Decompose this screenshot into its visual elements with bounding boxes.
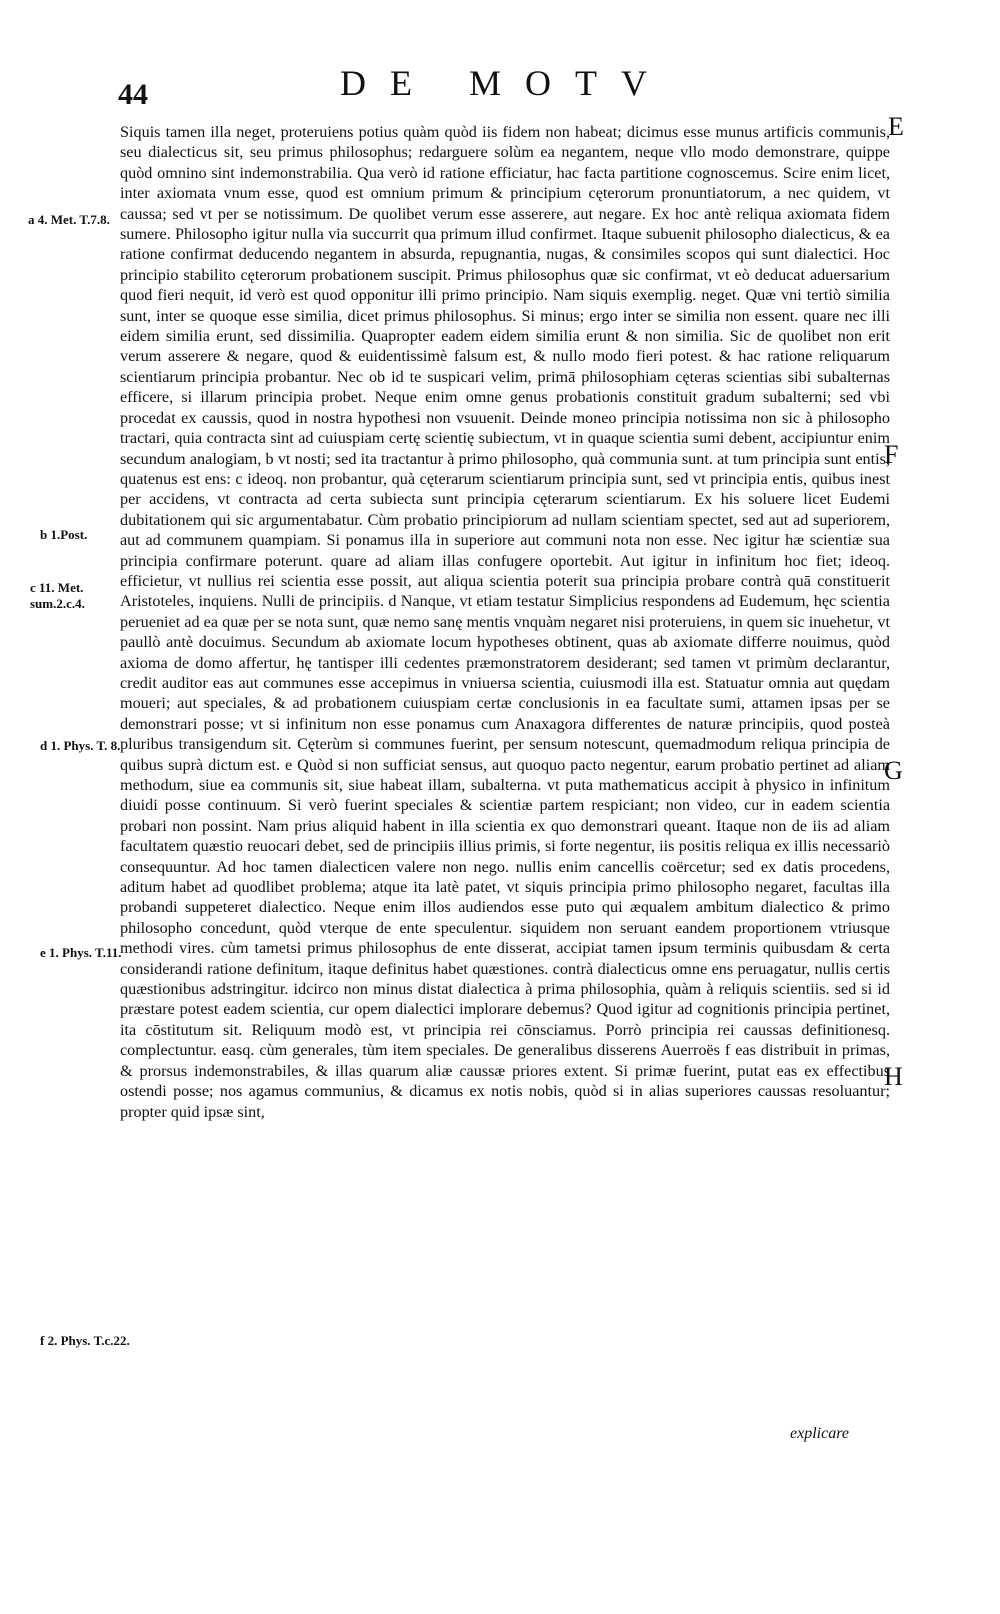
margin-note-a: a 4. Met. T.7.8.	[28, 212, 110, 227]
section-letter-f: F	[884, 440, 899, 469]
section-letter-e: E	[888, 112, 904, 141]
section-letter-h: H	[884, 1062, 903, 1091]
section-letter-g: G	[884, 756, 903, 785]
margin-note-f: f 2. Phys. T.c.22.	[40, 1333, 130, 1348]
margin-note-b: b 1.Post.	[40, 527, 88, 542]
margin-note-d: d 1. Phys. T. 8.	[40, 738, 121, 753]
running-title: DE MOTV	[340, 63, 671, 103]
body-paragraph: Siquis tamen illa neget, proteruiens potius quàm quòd iis fidem non habeat; dicimus esse munus artificis communis, seu dialecticus sit, seu primus philosophus; redarguere solùm ea negantem, neque vllo modo demonstrare, quippe quòd omnino sint indemonstrabilia. Qua verò id ratione efficiatur, hac facta partitione cognoscemus. Scire enim licet, inter axiomata vnum esse, quod est omnium primum & principium cęterorum pronuntiatorum, a nec quidem, vt caussa; sed vt per se notissimum. De quolibet verum esse asserere, aut negare. Ex hoc antè reliqua axiomata fidem sumere. Philosopho igitur nulla via succurrit qua primum illud confirmet. Itaque subuenit philosopho dialecticus, & ea ratione confirmat deducendo negantem in absurda, repugnantia, nugas, & consimiles scopos qui sunt dialectici. Hoc principio stabilito cęterorum probationem suscipit. Primus philosophus quæ sic confirmat, vt eò deducat aduersarium quod fieri nequit, id verò est quod opponitur illi primo principio. Nam siquis exemplig. neget. Quæ vni tertiò similia sunt, inter se quoque esse similia, dicet primus philosophus. Si minus; ergo inter se similia non essent. quare nec illi eidem similia erunt, sed dissimilia. Quapropter eadem eidem similia erunt & non similia. Sic de quolibet non erit verum asserere & negare, quod & euidentissimè falsum est, & nullo modo fieri potest. & hac ratione reliquarum scientiarum principia probantur. Nec ob id te suspicari velim, primā philosophiam cęteras scientias sibi subalternas efficere, si illarum principia probet. Neque enim omne genus probationis constituit gradum subalterni; sed vbi procedat ex caussis, quod in nostra hypothesi non vsuuenit. Deinde moneo principia notissima non sic à philosopho tractari, quia contracta sint ad cuiuspiam certę scientię subiectum, vt in quaque scientia sumi debent, accipiuntur enim secundum analogiam, b vt nosti; sed ita tractantur à primo philosopho, quà communia sunt. at tum principia sunt entis, quatenus est ens: c ideoq. non probantur, quà cęterarum scientiarum principia sunt, sed vt principia entis, quibus inest per accidens, vt contracta ad certa subiecta sunt principia cęterarum scientiarum. Ex his soluere licet Eudemi dubitationem qui sic argumentabatur. Cùm probatio principiorum ad nullam scientiam spectet, sed aut ad superiorem, aut ad communem quampiam. Si ponamus illa in superiore aut communi nota non esse. Nec igitur hæ scientiæ sua principia confirmare poterunt. quare ad aliam illas confugere oportebit. Aut igitur in infinitum hoc fiet; ideoq. efficietur, vt nullius rei scientia esse possit, aut aliqua scientia poterit sua principia probare contrà quā constituerit Aristoteles, inquiens. Nulli de principiis. d Nanque, vt etiam testatur Simplicius respondens ad Eudemum, hęc scientia perueniet ad ea quæ per se nota sunt, quæ nemo sanę mentis vnquàm negaret nisi proteruiens, in quem sic inuehetur, vt paullò antè docuimus. Secundum ab axiomate locum hypotheses obtinent, quas ab axiomate differre nouimus, quòd axioma de domo affertur, hę tantisper illi cedentes præmonstratorem desiderant; sed tamen vt primùm declarantur, credit auditor eas aut communes esse accepimus in vniuersa scientia, cuiusmodi illa est. Statuatur omnia aut quędam moueri; aut speciales, & ad probationem cuiuspiam certæ conclusionis in ea facultate sumi, attamen ipsas per se demonstrari posse; vt si infinitum non esse ponamus cum Anaxagora differentes de naturæ principiis, quod posteà pluribus transigendum sit. Cęterùm si communes fuerint, per sensum notescunt, quemadmodum reliqua principia de quibus suprà dictum est. e Quòd si non sufficiat sensus, aut quoquo pacto negentur, earum probatio pertinet ad aliam methodum, siue ea communis sit, siue habeat illam, subalterna. vt puta mathematicus accipit à physico in infinitum diuidi posse continuum. Si verò fuerint speciales & scientiæ partem respiciant; non video, cur in eadem scientia probari non possint. Nam prius aliquid habent in illa scientia ex quo demonstrari queant. Itaque non de iis ad aliam facultatem quæstio reuocari debet, sed de principiis illius primis, si forte negentur, iis positis reliqua ex illis necessariò consequuntur. Ad hoc tamen dialecticen valere non nego. nullis enim cancellis coërcetur; sed ex datis procedens, aditum habet ad quodlibet problema; atque ita latè patet, vt siquis principia primo philosopho negaret, facultas illa probandi suppeteret dialectico. Neque enim illos audiendos esse puto qui æqualem ambitum dialectico & primo philosopho concedunt, quòd vterque de ente speculentur. siquidem non seruant eandem proportionem vtriusque methodi vires. cùm tametsi primus philosophus de ente disserat, accipiat tamen ipsum terminis quibusdam & certa considerandi ratione definitum, itaque definitus habet quæstiones. contrà dialecticus omne ens peruagatur, nullis certis quæstionibus adstringitur. idcirco non minus distat dialectica à prima philosophia, quàm à reliquis scientiis. sed si id præstare potest eadem scientia, cur opem dialectici implorare debemus? Quod igitur ad cognitionis principia pertinet, ita cōstitutum sit. Reliquum modò est, vt principia rei cōnsciamus. Porrò principia rei caussas definitionesq. complectuntur. easq. cùm generales, tùm item speciales. De generalibus disserens Auerroës f eas distribuit in primas, & prorsus indemonstrabiles, & illas quarum aliæ caussæ priores extent. Si primæ fuerint, putat eas ex effectibus ostendi posse; nos agamus communius, & dicamus ex notis nobis, quòd si in alias superiores caussas resoluantur; propter quid ipsæ sint,	[120, 123, 890, 1121]
catchword: explicare	[790, 1425, 849, 1442]
page-number: 44	[118, 78, 148, 111]
margin-note-c: c 11. Met. sum.2.c.4.	[30, 580, 85, 611]
margin-note-e: e 1. Phys. T.11.	[40, 945, 122, 960]
main-text	[120, 122, 890, 1122]
